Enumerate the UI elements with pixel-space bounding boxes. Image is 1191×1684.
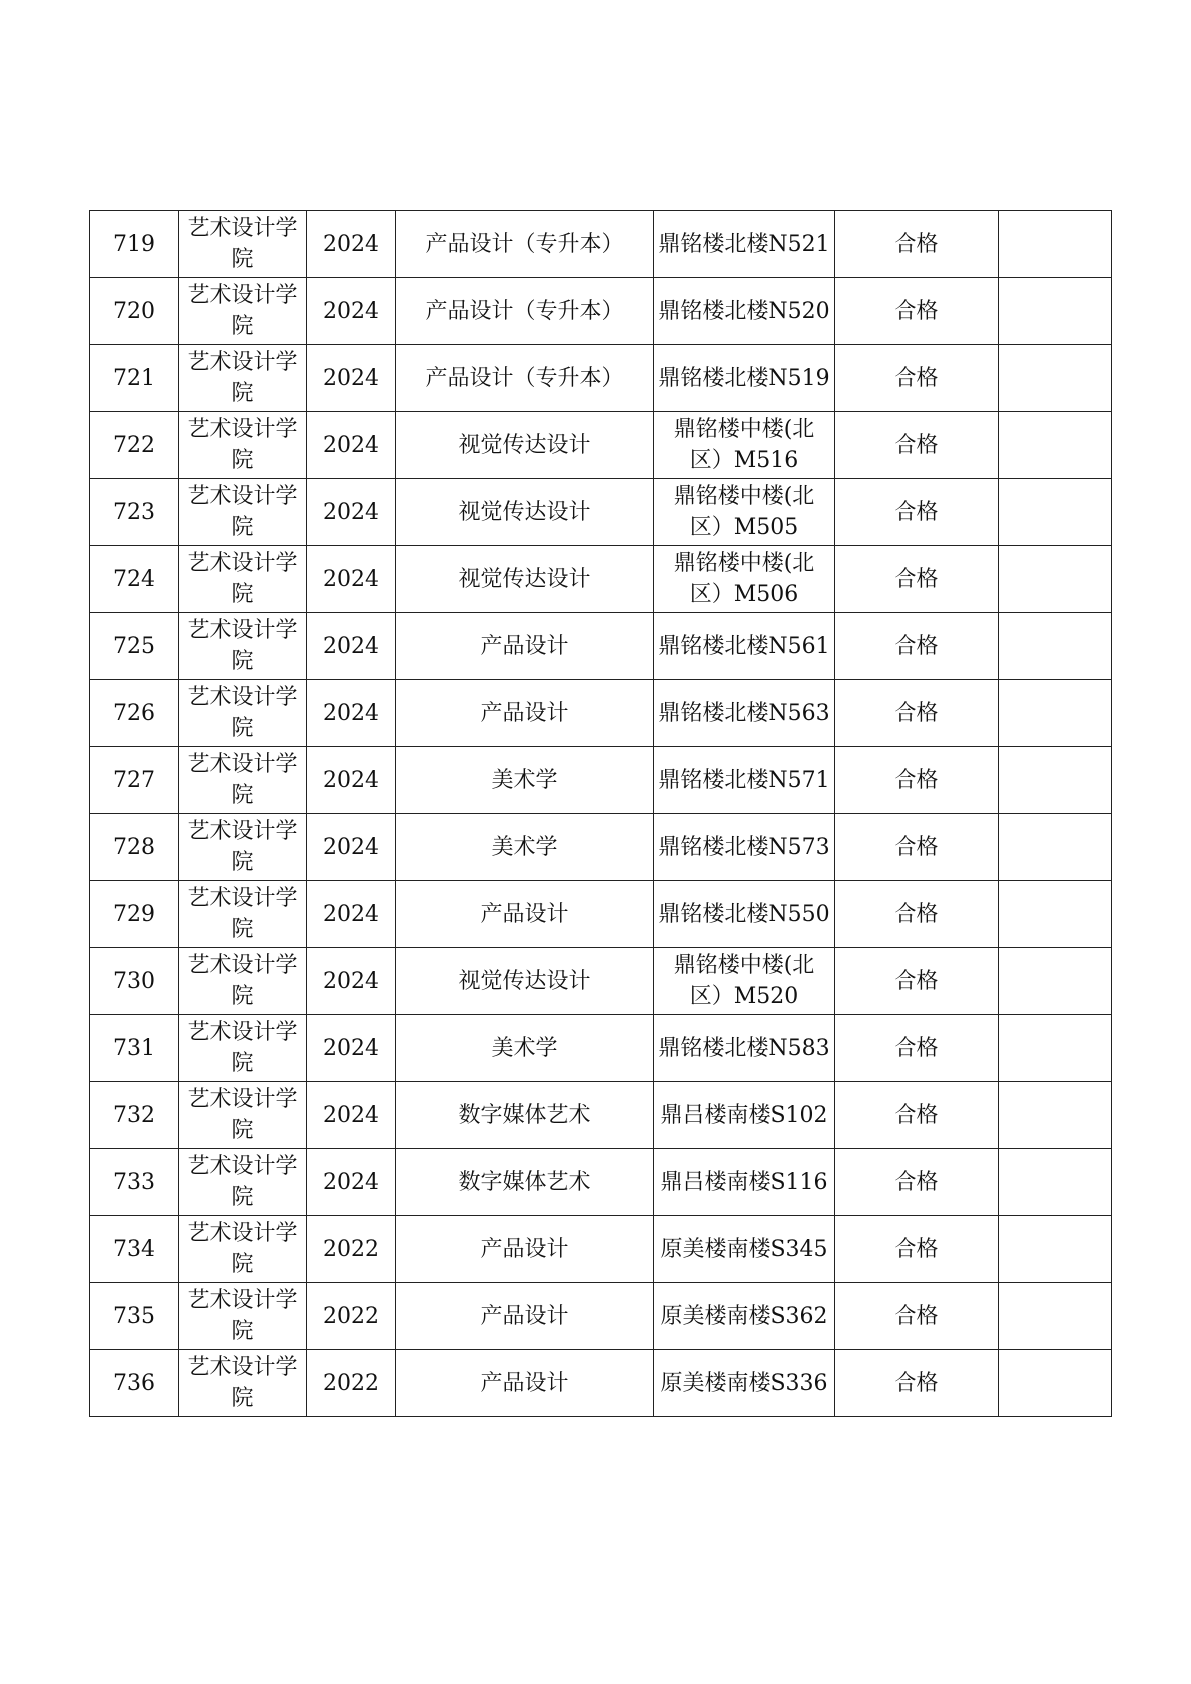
table-row	[90, 546, 1112, 613]
college-cell	[179, 1350, 307, 1417]
college-cell	[179, 1015, 307, 1082]
note-cell	[999, 680, 1112, 747]
college-text: 艺术设计学院	[187, 350, 298, 406]
college-cell	[179, 747, 307, 814]
college-cell	[179, 881, 307, 948]
row-number-cell	[90, 881, 179, 948]
room-text: 鼎铭楼中楼(北区）M505	[673, 484, 815, 540]
major-text: 产品设计	[480, 1236, 569, 1262]
row-number-text: 723	[113, 499, 155, 525]
room-cell	[654, 546, 835, 613]
table-row	[90, 1350, 1112, 1417]
row-number-text: 733	[113, 1169, 155, 1195]
year-text: 2024	[323, 767, 379, 793]
room-text: 鼎铭楼北楼N550	[658, 901, 830, 927]
room-text: 鼎铭楼中楼(北区）M516	[673, 417, 815, 473]
college-cell	[179, 546, 307, 613]
major-cell	[396, 747, 654, 814]
table-row	[90, 1216, 1112, 1283]
room-cell	[654, 613, 835, 680]
note-cell	[999, 1216, 1112, 1283]
row-number-cell	[90, 747, 179, 814]
note-cell	[999, 814, 1112, 881]
result-cell	[835, 345, 999, 412]
college-text: 艺术设计学院	[187, 752, 298, 808]
college-text: 艺术设计学院	[187, 953, 298, 1009]
row-number-cell	[90, 814, 179, 881]
note-cell	[999, 546, 1112, 613]
year-cell	[307, 1283, 396, 1350]
row-number-cell	[90, 479, 179, 546]
college-cell	[179, 345, 307, 412]
table-row	[90, 1149, 1112, 1216]
year-text: 2024	[323, 834, 379, 860]
college-text: 艺术设计学院	[187, 1087, 298, 1143]
year-text: 2024	[323, 365, 379, 391]
college-text: 艺术设计学院	[187, 1288, 298, 1344]
year-text: 2024	[323, 1035, 379, 1061]
result-cell	[835, 680, 999, 747]
result-text: 合格	[894, 566, 939, 592]
row-number-cell	[90, 1283, 179, 1350]
room-cell	[654, 479, 835, 546]
result-cell	[835, 814, 999, 881]
row-number-text: 732	[113, 1102, 155, 1128]
result-text: 合格	[894, 1370, 939, 1396]
year-cell	[307, 1216, 396, 1283]
major-text: 产品设计	[480, 700, 569, 726]
major-text: 产品设计（专升本）	[425, 365, 624, 391]
major-text: 视觉传达设计	[458, 566, 591, 592]
year-cell	[307, 948, 396, 1015]
year-text: 2024	[323, 499, 379, 525]
major-cell	[396, 1216, 654, 1283]
year-text: 2024	[323, 231, 379, 257]
row-number-cell	[90, 211, 179, 278]
college-cell	[179, 814, 307, 881]
major-cell	[396, 814, 654, 881]
room-text: 鼎铭楼北楼N563	[658, 700, 830, 726]
result-cell	[835, 211, 999, 278]
result-cell	[835, 948, 999, 1015]
result-cell	[835, 747, 999, 814]
room-text: 鼎铭楼中楼(北区）M506	[673, 551, 815, 607]
row-number-text: 719	[113, 231, 155, 257]
room-cell	[654, 881, 835, 948]
table-row	[90, 1015, 1112, 1082]
college-text: 艺术设计学院	[187, 886, 298, 942]
room-cell	[654, 412, 835, 479]
row-number-text: 731	[113, 1035, 155, 1061]
room-text: 原美楼南楼S362	[660, 1303, 828, 1329]
row-number-cell	[90, 278, 179, 345]
room-text: 鼎吕楼南楼S102	[660, 1102, 828, 1128]
room-cell	[654, 1082, 835, 1149]
result-cell	[835, 1015, 999, 1082]
room-text: 鼎铭楼北楼N573	[658, 834, 830, 860]
table-row	[90, 479, 1112, 546]
note-cell	[999, 211, 1112, 278]
note-cell	[999, 345, 1112, 412]
row-number-cell	[90, 1149, 179, 1216]
room-text: 原美楼南楼S336	[660, 1370, 828, 1396]
note-cell	[999, 948, 1112, 1015]
year-cell	[307, 412, 396, 479]
row-number-cell	[90, 546, 179, 613]
row-number-text: 734	[113, 1236, 155, 1262]
college-cell	[179, 680, 307, 747]
major-text: 产品设计	[480, 633, 569, 659]
room-cell	[654, 948, 835, 1015]
row-number-text: 730	[113, 968, 155, 994]
row-number-text: 735	[113, 1303, 155, 1329]
college-cell	[179, 479, 307, 546]
year-text: 2024	[323, 968, 379, 994]
year-cell	[307, 1082, 396, 1149]
major-text: 产品设计	[480, 1303, 569, 1329]
results-table	[89, 210, 1112, 1417]
room-text: 鼎吕楼南楼S116	[660, 1169, 828, 1195]
major-text: 产品设计	[480, 901, 569, 927]
room-text: 鼎铭楼北楼N521	[658, 231, 830, 257]
year-cell	[307, 1149, 396, 1216]
year-text: 2022	[323, 1236, 379, 1262]
room-cell	[654, 1015, 835, 1082]
major-cell	[396, 881, 654, 948]
major-text: 视觉传达设计	[458, 499, 591, 525]
note-cell	[999, 1283, 1112, 1350]
year-cell	[307, 613, 396, 680]
result-cell	[835, 1216, 999, 1283]
year-cell	[307, 881, 396, 948]
row-number-text: 727	[113, 767, 155, 793]
result-text: 合格	[894, 1102, 939, 1128]
major-text: 产品设计（专升本）	[425, 298, 624, 324]
major-cell	[396, 680, 654, 747]
major-cell	[396, 211, 654, 278]
year-text: 2024	[323, 700, 379, 726]
year-cell	[307, 1015, 396, 1082]
room-cell	[654, 211, 835, 278]
college-text: 艺术设计学院	[187, 618, 298, 674]
result-cell	[835, 1283, 999, 1350]
row-number-text: 726	[113, 700, 155, 726]
college-cell	[179, 948, 307, 1015]
table-row	[90, 613, 1112, 680]
note-cell	[999, 613, 1112, 680]
college-text: 艺术设计学院	[187, 1355, 298, 1411]
note-cell	[999, 479, 1112, 546]
table-row	[90, 412, 1112, 479]
year-text: 2024	[323, 1102, 379, 1128]
major-cell	[396, 1149, 654, 1216]
room-cell	[654, 814, 835, 881]
major-cell	[396, 1015, 654, 1082]
table-row	[90, 881, 1112, 948]
major-text: 数字媒体艺术	[458, 1102, 591, 1128]
room-text: 原美楼南楼S345	[660, 1236, 828, 1262]
result-text: 合格	[894, 365, 939, 391]
result-cell	[835, 278, 999, 345]
note-cell	[999, 1350, 1112, 1417]
table-body	[90, 211, 1112, 1417]
college-cell	[179, 211, 307, 278]
major-text: 美术学	[491, 834, 558, 860]
row-number-text: 736	[113, 1370, 155, 1396]
major-cell	[396, 546, 654, 613]
room-cell	[654, 680, 835, 747]
table-row	[90, 1082, 1112, 1149]
result-cell	[835, 881, 999, 948]
row-number-cell	[90, 345, 179, 412]
row-number-cell	[90, 1082, 179, 1149]
year-text: 2024	[323, 901, 379, 927]
result-text: 合格	[894, 1035, 939, 1061]
room-cell	[654, 1283, 835, 1350]
row-number-cell	[90, 613, 179, 680]
major-cell	[396, 1082, 654, 1149]
major-text: 数字媒体艺术	[458, 1169, 591, 1195]
row-number-cell	[90, 1015, 179, 1082]
college-text: 艺术设计学院	[187, 685, 298, 741]
result-cell	[835, 1350, 999, 1417]
major-text: 美术学	[491, 767, 558, 793]
result-text: 合格	[894, 1236, 939, 1262]
table-row	[90, 278, 1112, 345]
result-text: 合格	[894, 700, 939, 726]
result-cell	[835, 613, 999, 680]
row-number-text: 721	[113, 365, 155, 391]
major-text: 美术学	[491, 1035, 558, 1061]
row-number-cell	[90, 680, 179, 747]
room-text: 鼎铭楼中楼(北区）M520	[673, 953, 815, 1009]
college-text: 艺术设计学院	[187, 283, 298, 339]
result-cell	[835, 1149, 999, 1216]
room-text: 鼎铭楼北楼N571	[658, 767, 830, 793]
row-number-cell	[90, 1216, 179, 1283]
year-text: 2024	[323, 566, 379, 592]
major-cell	[396, 1283, 654, 1350]
room-text: 鼎铭楼北楼N561	[658, 633, 830, 659]
college-text: 艺术设计学院	[187, 819, 298, 875]
college-cell	[179, 278, 307, 345]
result-cell	[835, 412, 999, 479]
result-text: 合格	[894, 767, 939, 793]
college-text: 艺术设计学院	[187, 216, 298, 272]
college-cell	[179, 1149, 307, 1216]
major-text: 产品设计	[480, 1370, 569, 1396]
year-text: 2024	[323, 1169, 379, 1195]
college-cell	[179, 1216, 307, 1283]
row-number-text: 724	[113, 566, 155, 592]
year-cell	[307, 345, 396, 412]
result-text: 合格	[894, 298, 939, 324]
year-cell	[307, 814, 396, 881]
row-number-cell	[90, 1350, 179, 1417]
year-cell	[307, 747, 396, 814]
table-row	[90, 948, 1112, 1015]
major-text: 视觉传达设计	[458, 968, 591, 994]
table-row	[90, 680, 1112, 747]
room-cell	[654, 345, 835, 412]
year-cell	[307, 211, 396, 278]
major-cell	[396, 278, 654, 345]
row-number-text: 728	[113, 834, 155, 860]
note-cell	[999, 747, 1112, 814]
result-text: 合格	[894, 968, 939, 994]
row-number-cell	[90, 412, 179, 479]
college-cell	[179, 613, 307, 680]
result-text: 合格	[894, 901, 939, 927]
note-cell	[999, 881, 1112, 948]
year-cell	[307, 479, 396, 546]
year-cell	[307, 278, 396, 345]
room-text: 鼎铭楼北楼N520	[658, 298, 830, 324]
row-number-cell	[90, 948, 179, 1015]
major-cell	[396, 479, 654, 546]
year-text: 2024	[323, 633, 379, 659]
year-text: 2024	[323, 432, 379, 458]
row-number-text: 729	[113, 901, 155, 927]
year-cell	[307, 680, 396, 747]
major-cell	[396, 412, 654, 479]
result-text: 合格	[894, 1169, 939, 1195]
college-cell	[179, 1283, 307, 1350]
table-row	[90, 345, 1112, 412]
room-cell	[654, 747, 835, 814]
room-cell	[654, 278, 835, 345]
room-cell	[654, 1149, 835, 1216]
row-number-text: 725	[113, 633, 155, 659]
college-cell	[179, 1082, 307, 1149]
result-text: 合格	[894, 834, 939, 860]
row-number-text: 720	[113, 298, 155, 324]
college-text: 艺术设计学院	[187, 417, 298, 473]
result-cell	[835, 1082, 999, 1149]
room-cell	[654, 1216, 835, 1283]
table-row	[90, 747, 1112, 814]
year-text: 2022	[323, 1303, 379, 1329]
major-cell	[396, 345, 654, 412]
college-text: 艺术设计学院	[187, 551, 298, 607]
note-cell	[999, 278, 1112, 345]
college-text: 艺术设计学院	[187, 1020, 298, 1076]
result-cell	[835, 479, 999, 546]
college-cell	[179, 412, 307, 479]
room-text: 鼎铭楼北楼N519	[658, 365, 830, 391]
result-text: 合格	[894, 432, 939, 458]
table-row	[90, 814, 1112, 881]
year-text: 2024	[323, 298, 379, 324]
result-text: 合格	[894, 231, 939, 257]
row-number-text: 722	[113, 432, 155, 458]
result-text: 合格	[894, 633, 939, 659]
room-cell	[654, 1350, 835, 1417]
college-text: 艺术设计学院	[187, 484, 298, 540]
major-cell	[396, 1350, 654, 1417]
result-cell	[835, 546, 999, 613]
note-cell	[999, 1149, 1112, 1216]
year-text: 2022	[323, 1370, 379, 1396]
result-text: 合格	[894, 499, 939, 525]
year-cell	[307, 1350, 396, 1417]
table-row	[90, 1283, 1112, 1350]
note-cell	[999, 1015, 1112, 1082]
college-text: 艺术设计学院	[187, 1154, 298, 1210]
major-text: 视觉传达设计	[458, 432, 591, 458]
major-text: 产品设计（专升本）	[425, 231, 624, 257]
note-cell	[999, 412, 1112, 479]
major-cell	[396, 948, 654, 1015]
major-cell	[396, 613, 654, 680]
college-text: 艺术设计学院	[187, 1221, 298, 1277]
result-text: 合格	[894, 1303, 939, 1329]
room-text: 鼎铭楼北楼N583	[658, 1035, 830, 1061]
year-cell	[307, 546, 396, 613]
table-row	[90, 211, 1112, 278]
note-cell	[999, 1082, 1112, 1149]
